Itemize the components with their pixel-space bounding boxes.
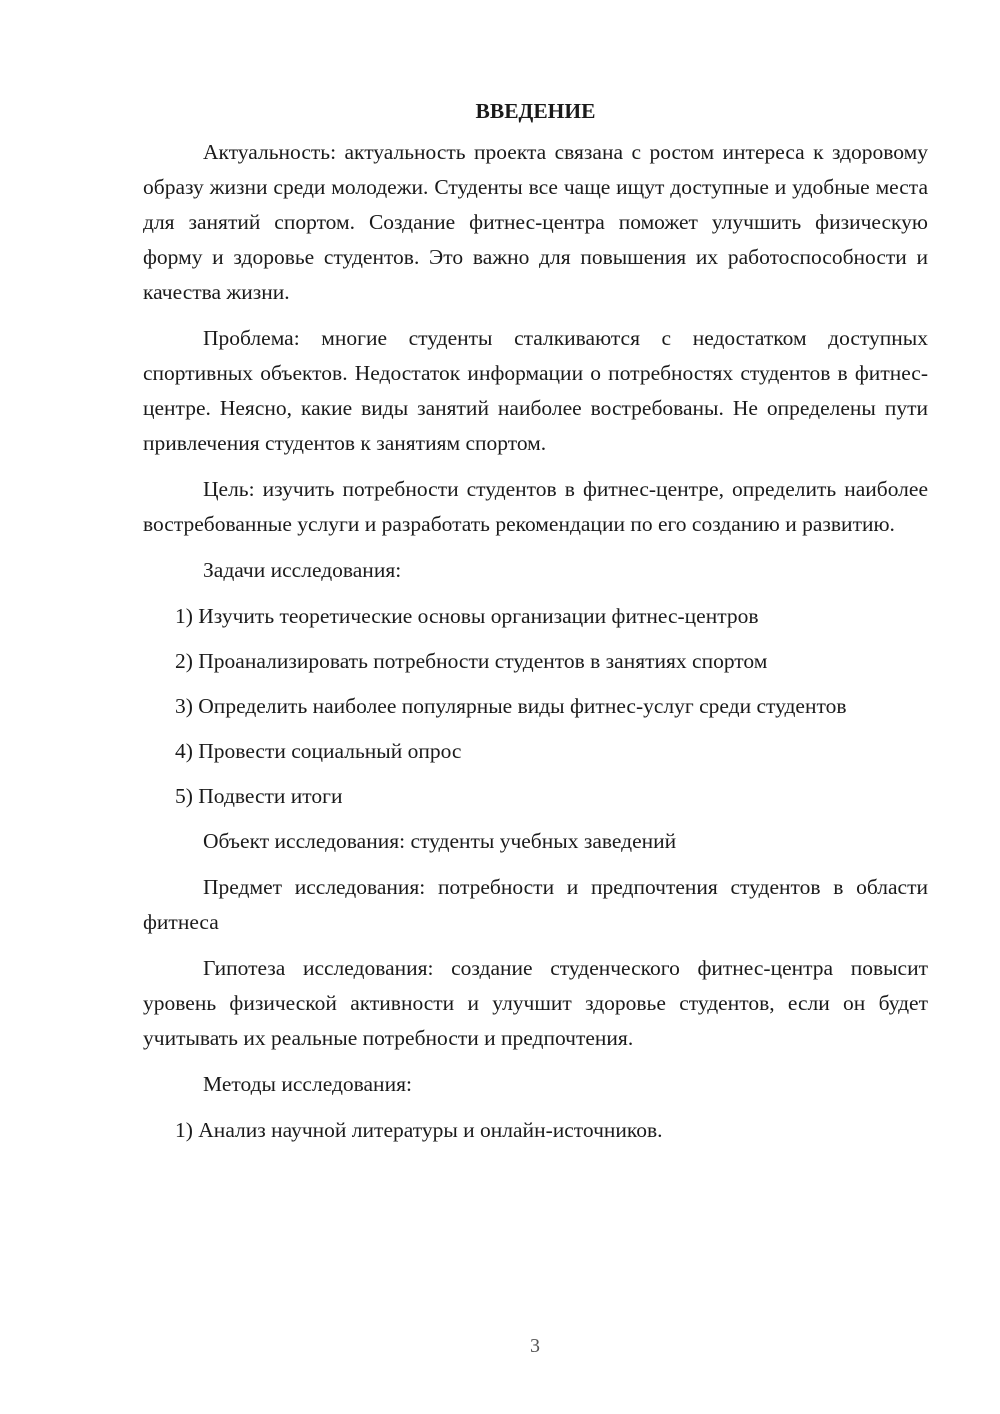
paragraph-problem: Проблема: многие студенты сталкиваются с недостатком доступных спортивных объектов. Недостаток информации о потребностях студентов в фитнес-центре. Неясно, какие виды занятий наиболее востребованы. Не определены пути привлечения студентов к занятиям спортом. [143,326,928,455]
task-item-5: 5) Подвести итоги [175,784,343,808]
page-number: 3 [530,1335,540,1357]
method-item-1: 1) Анализ научной литературы и онлайн-источников. [175,1118,663,1142]
section-title: ВВЕДЕНИЕ [475,99,596,123]
task-item-1: 1) Изучить теоретические основы организации фитнес-центров [175,604,759,628]
task-item-3: 3) Определить наиболее популярные виды фитнес-услуг среди студентов [175,694,847,718]
paragraph-subject: Предмет исследования: потребности и предпочтения студентов в области фитнеса [143,875,928,934]
page-content [143,94,928,1158]
paragraph-hypothesis: Гипотеза исследования: создание студенческого фитнес-центра повысит уровень физической активности и улучшит здоровье студентов, если он будет учитывать их реальные потребности и предпочтения. [143,956,928,1050]
paragraph-goal: Цель: изучить потребности студентов в фитнес-центре, определить наиболее востребованные услуги и разработать рекомендации по его созданию и развитию. [143,477,928,536]
paragraph-relevance: Актуальность: актуальность проекта связана с ростом интереса к здоровому образу жизни среди молодежи. Студенты все чаще ищут доступные и удобные места для занятий спортом. Создание фитнес-центра поможет улучшить физическую форму и здоровье студентов. Это важно для повышения их работоспособности и качества жизни. [143,140,928,304]
paragraph-tasks-heading: Задачи исследования: [203,558,402,582]
paragraph-methods-heading: Методы исследования: [203,1072,412,1096]
task-item-2: 2) Проанализировать потребности студентов в занятиях спортом [175,649,768,673]
paragraph-object: Объект исследования: студенты учебных заведений [203,829,677,853]
task-item-4: 4) Провести социальный опрос [175,739,462,763]
